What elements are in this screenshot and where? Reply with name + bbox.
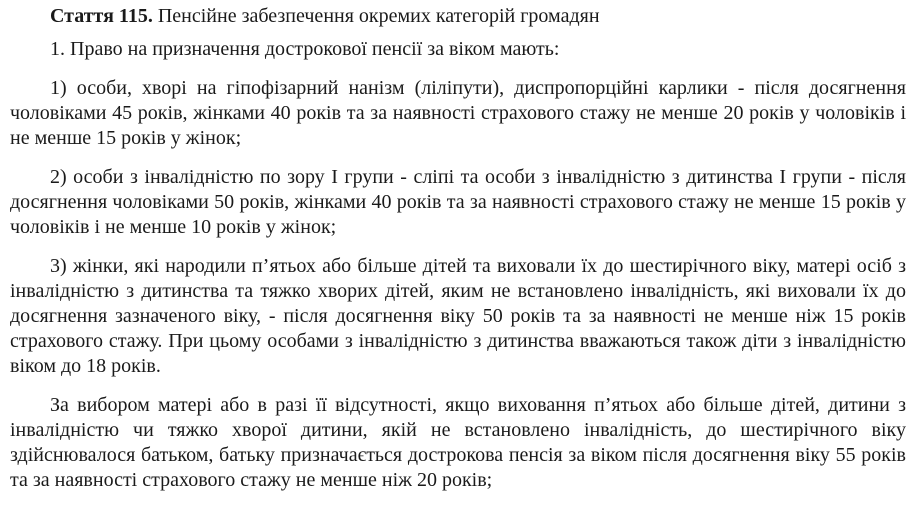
article-heading bbox=[10, 4, 906, 29]
article-title: Пенсійне забезпечення окремих категорій громадян bbox=[157, 5, 600, 27]
paragraph-item-3: 3) жінки, які народили п’ятьох або більше дітей та виховали їх до шестирічного віку, матері осіб з інвалідністю з дитинства та тяжко хворих дітей, яким не встановлено інвалідність, які виховали їх до досягнення зазначеного віку, - після досягнення віку 50 років та за наявності не менше ніж 15 років страхового стажу. При цьому особами з інвалідністю з дитинства вважаються також діти з інвалідністю віком до 18 років. bbox=[10, 255, 906, 377]
paragraph-intro: 1. Право на призначення дострокової пенсії за віком мають: bbox=[50, 38, 560, 60]
paragraph-item-1: 1) особи, хворі на гіпофізарний нанізм (ліліпути), диспропорційні карлики - після досягнення чоловіками 45 років, жінками 40 років та за наявності страхового стажу не менше 20 років у чоловіків і не менше 15 років у жінок; bbox=[10, 77, 906, 149]
article-label: Стаття 115. bbox=[50, 5, 153, 27]
paragraph-note: За вибором матері або в разі її відсутності, якщо виховання п’ятьох або більше дітей, дитини з інвалідністю чи тяжко хворої дитини, якій не встановлено інвалідність, до шестирічного віку здійснювалося батьком, батьку призначається дострокова пенсія за віком після досягнення віку 55 років та за наявності страхового стажу не менше ніж 20 років; bbox=[10, 394, 906, 491]
paragraph-item-2: 2) особи з інвалідністю по зору I групи - сліпі та особи з інвалідністю з дитинства I групи - після досягнення чоловіками 50 років, жінками 40 років та за наявності страхового стажу не менше 15 років у чоловіків і не менше 10 років у жінок; bbox=[10, 166, 906, 238]
